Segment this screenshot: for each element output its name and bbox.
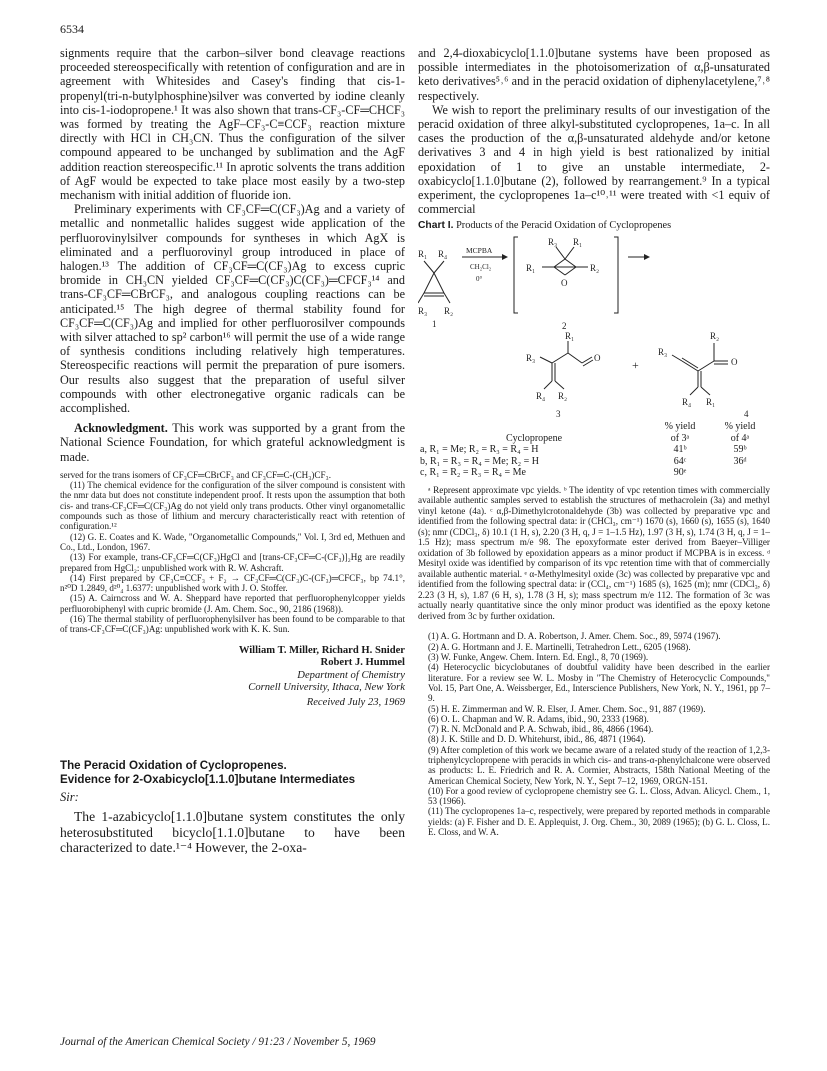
r1-label: R₁ bbox=[565, 331, 575, 342]
arrowhead bbox=[644, 254, 650, 260]
table-row bbox=[418, 467, 770, 479]
bracket bbox=[514, 237, 618, 313]
col-header: of 3ᵃ bbox=[670, 432, 690, 444]
oxygen-label: O bbox=[594, 353, 601, 364]
footnote: served for the trans isomers of CF₃CF═CBrCF₃ and CF₃CF═C-(CH₃)CF₃. bbox=[60, 469, 331, 480]
references bbox=[418, 631, 770, 837]
title-line: The Peracid Oxidation of Cyclopropenes. bbox=[60, 759, 287, 773]
affiliation-line: Cornell University, Ithaca, New York bbox=[248, 682, 405, 694]
oxygen-label: O bbox=[731, 357, 738, 368]
reference: (4) Heterocyclic bicyclobutanes of doubtful validity have been described in the earlier literature. For a review see W. L. Mosby in "The Chemistry of Heterocyclic Compounds," Vol. 15, Part One, A. Weissberger, Ed., Interscience Publishers, New York, N. Y., 1961, pp 7–9. bbox=[428, 662, 770, 704]
intro-paragraph: The 1-azabicyclo[1.1.0]butane system constitutes the only heterosubstituted bicyclo[1.1.0]butane to have been characterized to date.¹⁻⁴ However, the 2-oxa- bbox=[60, 809, 405, 855]
reference: (10) For a good review of cyclopropene chemistry see G. L. Closs, Advan. Alicycl. Chem., 1, 53 (1966). bbox=[428, 785, 770, 807]
cyclopropene-structure bbox=[418, 261, 450, 303]
yield-3: 64ᶜ bbox=[673, 455, 687, 467]
body-paragraph: and 2,4-dioxabicyclo[1.1.0]butane systems have been proposed as possible intermediates in the photoisomerization of α,β-unsaturated keto derivatives⁵˒⁶ and in the peracid oxidation of diphenylacetylene,⁷˒⁸ respectively. bbox=[418, 46, 770, 103]
ack-text: This work was supported by a grant from the National Science Foundation, for which grateful acknowledgment is made. bbox=[60, 421, 405, 464]
reference: (1) A. G. Hortmann and D. A. Robertson, J. Amer. Chem. Soc., 89, 5974 (1967). bbox=[428, 631, 721, 642]
reference: (5) H. E. Zimmerman and W. R. Elser, J. Amer. Chem. Soc., 91, 887 (1969). bbox=[428, 703, 706, 714]
journal-footer: Journal of the American Chemical Society / 91:23 / November 5, 1969 bbox=[60, 1036, 376, 1048]
r2-label: R₂ bbox=[558, 391, 568, 402]
yield-3: 90ᵉ bbox=[673, 467, 687, 479]
product-3-structure bbox=[540, 341, 593, 389]
col-header: % yield bbox=[664, 421, 696, 433]
r1-label: R₁ bbox=[418, 249, 428, 260]
r2-label: R₂ bbox=[590, 263, 600, 274]
reagent-solvent: CH₂Cl₂ bbox=[470, 263, 492, 272]
body-paragraph: We wish to report the preliminary results of our investigation of the peracid oxidation of three alkyl-substituted cyclopropenes, 1a–c. In all cases the production of the α,β-unsaturated aldehyde and/or ketone derivatives 3 and 4 in high yield is best rationalized by initial epoxidation of 1 to give an unstable intermediate, 2-oxabicyclo[1.1.0]butane (2), followed by rearrangement.⁹ In a typical experiment, the cyclopropenes 1a–c¹⁰˒¹¹ were treated with <1 equiv of commercial bbox=[418, 102, 770, 217]
affiliation-line: Department of Chemistry bbox=[297, 669, 405, 681]
r3-label: R₃ bbox=[548, 237, 558, 248]
row-label: c, R₁ = R₂ = R₃ = R₄ = Me bbox=[420, 467, 526, 479]
r1-label: R₁ bbox=[706, 397, 716, 408]
plus-sign: + bbox=[632, 358, 639, 373]
col-header: Cyclopropene bbox=[505, 432, 563, 444]
yield-4: 59ᵇ bbox=[733, 444, 747, 456]
compound-3-label: 3 bbox=[556, 409, 561, 420]
reference: (11) The cyclopropenes 1a–c, respectively, were prepared by reported methods in comparable yields: (a) F. Fisher and D. E. Applequist, J. Org. Chem., 30, 2089 (1965); (b) G. L. Closs, L. E. Closs, and W. A. bbox=[428, 806, 770, 838]
chart-title: Products of the Peracid Oxidation of Cyclopropenes bbox=[456, 220, 672, 232]
reaction-scheme bbox=[418, 231, 770, 421]
reagent-mcpba: MCPBA bbox=[466, 246, 493, 256]
r3-label: R₃ bbox=[658, 347, 668, 358]
page-number: 6534 bbox=[60, 22, 84, 36]
acknowledgment bbox=[60, 421, 405, 464]
affiliation bbox=[60, 670, 405, 695]
reference: (8) J. K. Stille and D. D. Whitehurst, ibid., 86, 4871 (1964). bbox=[428, 734, 646, 745]
table-row bbox=[418, 444, 770, 456]
reagent-temp: 0° bbox=[476, 275, 483, 284]
table-row bbox=[418, 456, 770, 468]
chart-notes: ᵃ Represent approximate vpc yields. ᵇ The identity of vpc retention times with commercially available authentic samples served to establish the structures of methacrolein (3a) and methyl vinyl ketone (4a). ᶜ α,β-Dimethylcrotonaldehyde (3b) was collected by preparative vpc and identified from the following spectral data: ir (CHCl₃, cm⁻¹) 1670 (s), 1660 (s), 1655 (s), 1640 (s); nmr (CDCl₃, δ) 10.1 (1 H, s), 2.20 (3 H, q, J = 1–1.5 Hz), 1.97 (3 H, s), 1.74 (3 H, q, J = 1–1.5 Hz); mass spectrum m/e 98. The epoxyformate ester derived from Baeyer–Villiger oxidation of 3b followed by epoxidation appears as a minor product if MCPBA is in excess. ᵈ Mesityl oxide was identified by comparison of its vpc retention time with that of commercially available authentic material. ᵉ α-Methylmesityl oxide (3c) was collected by preparative vpc and identified from the following spectral data: ir (CCl₄, cm⁻¹) 1685 (s), 1625 (m); nmr (CDCl₃, δ) 2.23 (3 H, s), 1.87 (6 H, s), 1.78 (3 H, s); mass spectrum m/e 112. The formation of 3c was actually nearly quantitative since the only minor product was identified as the epoxy ketone derived from 3c by further oxidation. bbox=[418, 484, 770, 621]
compound-4-label: 4 bbox=[744, 409, 749, 420]
arrowhead bbox=[502, 254, 508, 260]
r4-label: R₄ bbox=[438, 249, 448, 260]
title-line: Evidence for 2-Oxabicyclo[1.1.0]butane Intermediates bbox=[60, 772, 356, 786]
r1-label: R₁ bbox=[573, 237, 583, 248]
yield-4 bbox=[710, 467, 770, 479]
footnote: (16) The thermal stability of perfluorophenylsilver has been found to be comparable to that of trans-CF₃CF═C(CF₃)Ag: unpublished work with K. K. Sun. bbox=[60, 614, 405, 635]
received-date: Received July 23, 1969 bbox=[306, 696, 405, 708]
col-header: of 4ᵃ bbox=[730, 432, 750, 444]
right-column bbox=[418, 46, 770, 837]
salutation: Sir: bbox=[60, 790, 79, 805]
footnote: (11) The chemical evidence for the configuration of the silver compound is consistent with the nmr data but does not constitute independent proof. It rests upon the assumption that both cis- and trans-CF₃CF═C(CF₃)Ag do not yield only trans products. Other vinyl organometallic compounds such as those of lithium and mercury characteristically react with retention of configuration.¹² bbox=[60, 480, 405, 532]
col-header: % yield bbox=[724, 421, 756, 433]
left-column bbox=[60, 46, 405, 869]
compound-2-label: 2 bbox=[562, 321, 567, 332]
footnote: (12) G. E. Coates and K. Wade, "Organometallic Compounds," Vol. I, 3rd ed, Methuen and Co., Ltd., London, 1967. bbox=[60, 531, 405, 552]
r4-label: R₄ bbox=[682, 397, 692, 408]
footnote: (15) A. Cairncross and W. A. Sheppard have reported that perfluorophenylcopper yields perfluorobiphenyl with cupric bromide (J. Am. Chem. Soc., 90, 2186 (1968)). bbox=[60, 593, 405, 614]
chart-label: Chart I. bbox=[418, 220, 454, 232]
r4-label: R₄ bbox=[536, 391, 546, 402]
r2-label: R₂ bbox=[710, 331, 720, 342]
r1-label: R₁ bbox=[526, 263, 536, 274]
chart-caption bbox=[418, 220, 770, 231]
reference: (6) O. L. Chapman and W. R. Adams, ibid., 90, 2333 (1968). bbox=[428, 713, 649, 724]
oxabicyclobutane-structure bbox=[542, 247, 588, 275]
reference: (9) After completion of this work we became aware of a related study of the reaction of 1,2,3-triphenylcyclopropene with peracids in which cis- and trans-α-phenylchalcone were observed as products: L. E. Friedrich and R. A. Cormier, Abstracts, 158th National Meeting of the American Chemical Society, New York, N. Y., Sept 7–12, 1969, ORGN-151. bbox=[428, 744, 770, 786]
footnote: (14) First prepared by CF₃C≡CCF₃ + F₂ → CF₃CF═C(CF₃)C-(CF₃)═CFCF₃, bp 74.1°, n²⁰D 1.2849, d²⁰₄ 1.6377: unpublished work with J. O. Stoffer. bbox=[60, 572, 405, 594]
product-4-structure bbox=[672, 343, 728, 395]
yield-3: 41ᵇ bbox=[673, 444, 687, 456]
body-paragraph: signments require that the carbon–silver bond cleavage reactions proceeded stereospecifically with retention of configuration and are in agreement with Whitesides and Casey's finding that cis-1-propenyl(tri-n-butylphosphine)silver was converted by iodine cleanly into cis-1-iodopropene.¹ It was also shown that trans-CF₃-CF═CHCF₃ was formed by treating the AgF–CF₃-C≡CCF₃ reaction mixture directly with HCl in CH₃CN. Thus the configuration of the silver compound appeared to be unchanged by sublimation and the AgF addition reaction stereospecific.¹¹ In aprotic solvents the trans addition of AgF would be expected to take place most easily by a two-step mechanism with initial addition of fluoride ion. bbox=[60, 46, 405, 203]
reference: (3) W. Funke, Angew. Chem. Intern. Ed. Engl., 8, 70 (1969). bbox=[428, 652, 649, 663]
ack-label: Acknowledgment. bbox=[74, 421, 168, 436]
authors-line: Robert J. Hummel bbox=[320, 657, 405, 669]
footnote: (13) For example, trans-CF₃CF═C(CF₃)HgCl and [trans-CF₃CF═C-(CF₃)]₂Hg are readily prepared from HgCl₂: unpublished work with R. W. Ashcraft. bbox=[60, 552, 405, 573]
compound-1-label: 1 bbox=[432, 319, 437, 330]
oxygen-label: O bbox=[561, 278, 568, 289]
r3-label: R₃ bbox=[418, 306, 428, 317]
reference: (2) A. G. Hortmann and J. E. Martinelli, Tetrahedron Lett., 6205 (1968). bbox=[428, 641, 691, 652]
reference: (7) R. N. McDonald and P. A. Schwab, ibid., 86, 4866 (1964). bbox=[428, 724, 654, 735]
article-title bbox=[60, 759, 405, 786]
yield-table bbox=[418, 421, 770, 479]
author-block bbox=[60, 645, 405, 670]
r2-label: R₂ bbox=[444, 306, 454, 317]
row-label: a, R₁ = Me; R₂ = R₃ = R₄ = H bbox=[420, 444, 539, 456]
authors-line: William T. Miller, Richard H. Snider bbox=[238, 644, 405, 656]
row-label: b, R₁ = R₃ = R₄ = Me; R₂ = H bbox=[420, 455, 540, 467]
body-paragraph: Preliminary experiments with CF₃CF═C(CF₃)Ag and a variety of metallic and nonmetallic halides suggest wide application of the perfluorovinylsilver compounds for syntheses in which AgX is eliminated and a perfluorovinyl group introduced in place of halogen.¹³ The addition of CF₃CF═C(CF₃)Ag to excess cupric bromide in CH₃CN yielded CF₃CF═C(CF₃)C(CF₃)═CFCF₃¹⁴ and trans-CF₃CF═CBrCF₃, and analogous coupling reactions can be anticipated.¹⁵ The high degree of thermal stability found for CF₃CF═C(CF₃)Ag and implied for other perfluorosilver compounds with silver attached to sp² carbon¹⁶ will permit the use of a wide range of synthesis conditions including relatively high temperatures. Stereospecific reactions will permit the preparation of pure isomers. Our results also suggest that the preparation of useful silver compounds with other electronegative organic radicals can be accomplished. bbox=[60, 202, 405, 416]
r3-label: R₃ bbox=[526, 353, 536, 364]
yield-4: 36ᵈ bbox=[733, 455, 747, 467]
